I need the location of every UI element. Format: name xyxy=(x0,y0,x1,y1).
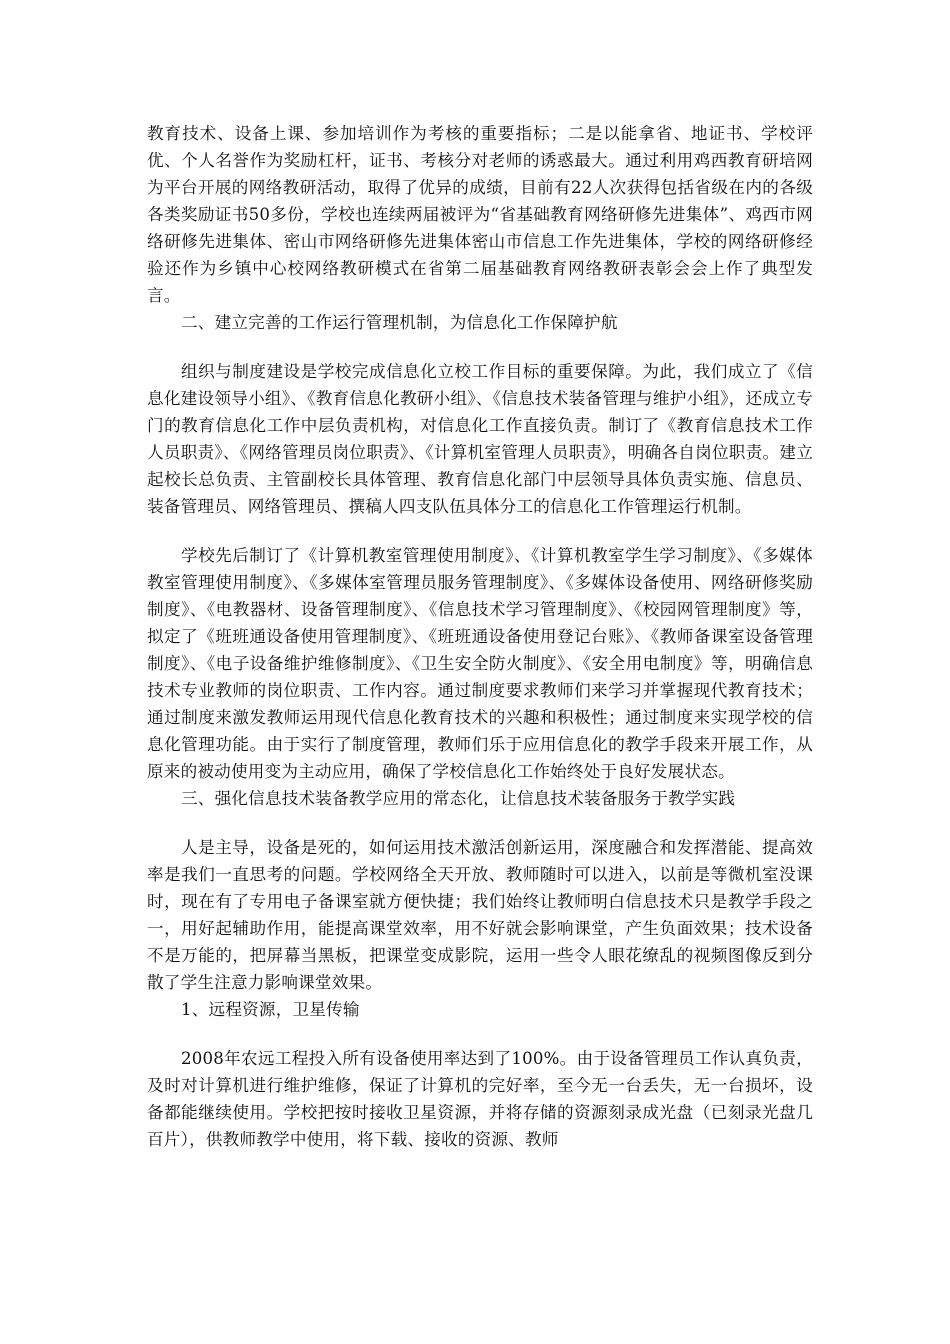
document-body xyxy=(147,120,813,1153)
paragraph-equipment-use: 人是主导，设备是死的，如何运用技术激活创新运用，深度融合和发挥潜能、提高效率是我们一直思考的问题。学校网络全天开放、教师随时可以进入，以前是等微机室没课时，现在有了专用电子备课室就方便快捷；我们始终让教师明白信息技术只是教学手段之一，用好起辅助作用，能提高课堂效率，用不好就会影响课堂，产生负面效果；技术设备不是万能的，把屏幕当黑板，把课堂变成影院，运用一些令人眼花缭乱的视频图像反到分散了学生注意力影响课堂效果。 xyxy=(147,838,813,992)
paragraph-evaluation-incentives: 教育技术、设备上课、参加培训作为考核的重要指标；二是以能拿省、地证书、学校评优、个人名誉作为奖励杠杆，证书、考核分对老师的诱惑最大。通过利用鸡西教育研培网为平台开展的网络教研活动，取得了优异的成绩，目前有22人次获得包括省级在内的各级各类奖励证书50多份，学校也连续两届被评为“省基础教育网络研修先进集体”、鸡西市网络研修先进集体、密山市网络研修先进集体密山市信息工作先进集体，学校的网络研修经验还作为乡镇中心校网络教研模式在省第二届基础教育网络教研表彰会会上作了典型发言。 xyxy=(147,124,813,305)
paragraph-organization: 组织与制度建设是学校完成信息化立校工作目标的重要保障。为此，我们成立了《信息化建设领导小组》、《教育信息化教研小组》、《信息技术装备管理与维护小组》，还成立专门的教育信息化工作中层负责机构，对信息化工作直接负责。制订了《教育信息技术工作人员职责》、《网络管理员岗位职责》、《计算机室管理人员职责》，明确各自岗位职责。建立起校长总负责、主管副校长具体管理、教育信息化部门中层领导具体负责实施、信息员、装备管理员、网络管理员、撰稿人四支队伍具体分工的信息化工作管理运行机制。 xyxy=(147,362,813,516)
paragraph-remote-resources: 2008年农远工程投入所有设备使用率达到了100%。由于设备管理员工作认真负责，及时对计算机进行维护维修，保证了计算机的完好率，至今无一台丢失，无一台损坏，设备都能继续使用。学校把按时接收卫星资源，并将存储的资源刻录成光盘（已刻录光盘几百片），供教师教学中使用，将下载、接收的资源、教师 xyxy=(147,1049,813,1149)
subsection-heading-1: 1、远程资源，卫星传输 xyxy=(181,1000,360,1019)
paragraph-regulations: 学校先后制订了《计算机教室管理使用制度》、《计算机教室学生学习制度》、《多媒体教室管理使用制度》、《多媒体室管理员服务管理制度》、《多媒体设备使用、网络研修奖励制度》、《电教器材、设备管理制度》、《信息技术学习管理制度》、《校园网管理制度》等，拟定了《班班通设备使用管理制度》、《班班通设备使用登记台账》、《教师备课室设备管理制度》、《电子设备维护维修制度》、《卫生安全防火制度》、《安全用电制度》等，明确信息技术专业教师的岗位职责、工作内容。通过制度要求教师们来学习并掌握现代教育技术；通过制度来激发教师运用现代信息化教育技术的兴趣和积极性；通过制度来实现学校的信息化管理功能。由于实行了制度管理，教师们乐于应用信息化的教学手段来开展工作，从原来的被动使用变为主动应用，确保了学校信息化工作始终处于良好发展状态。 xyxy=(147,546,813,781)
section-heading-2: 二、建立完善的工作运行管理机制，为信息化工作保障护航 xyxy=(181,313,618,332)
section-heading-3: 三、强化信息技术装备教学应用的常态化，让信息技术装备服务于教学实践 xyxy=(181,789,736,808)
